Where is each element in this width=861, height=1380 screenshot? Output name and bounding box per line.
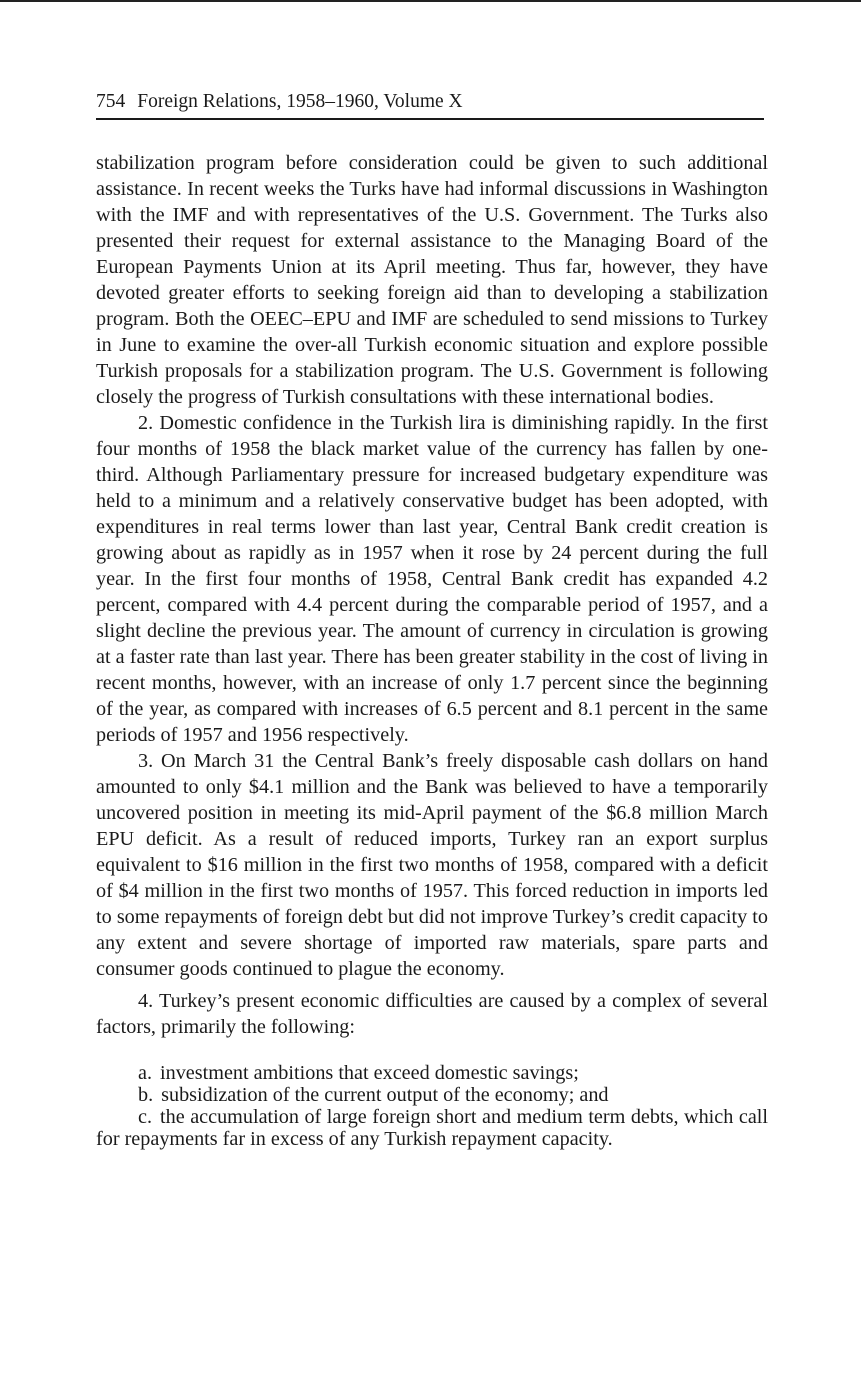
- list-item-text: subsidization of the current output of the economy; and: [161, 1084, 609, 1106]
- running-title: Foreign Relations, 1958–1960, Volume X: [137, 91, 463, 112]
- list-item: [96, 1106, 768, 1150]
- paragraph-continued: stabilization program before consideration could be given to such additional assistance. In recent weeks the Turks have had informal discussions in Washington with the IMF and with representatives of the U.S. Government. The Turks also presented their request for external assistance to the Managing Board of the European Payments Union at its April meeting. Thus far, however, they have devoted greater efforts to seeking foreign aid than to developing a stabilization program. Both the OEEC–EPU and IMF are scheduled to send missions to Turkey in June to examine the over-all Turkish economic situation and explore possible Turkish proposals for a stabilization program. The U.S. Government is following closely the progress of Turkish consultations with these international bodies.: [96, 152, 768, 408]
- list-item-label: b.: [138, 1084, 154, 1106]
- body-text: [96, 150, 768, 1150]
- page-top-edge: [0, 0, 861, 2]
- paragraph-3: 3. On March 31 the Central Bank’s freely disposable cash dollars on hand amounted to only $4.1 million and the Bank was believed to have a temporarily uncovered position in meeting its mid-April payment of the $6.8 million March EPU deficit. As a result of reduced imports, Turkey ran an export surplus equivalent to $16 million in the first two months of 1958, compared with a deficit of $4 million in the first two months of 1957. This forced reduction in imports led to some repayments of foreign debt but did not improve Turkey’s credit capacity to any extent and severe shortage of imported raw materials, spare parts and consumer goods continued to plague the economy.: [96, 750, 768, 980]
- list-item-label: a.: [138, 1062, 153, 1084]
- factor-list: [96, 1062, 768, 1150]
- list-item-text: the accumulation of large foreign short and medium term debts, which call for repayments far in excess of any Turkish repayment capacity.: [96, 1106, 768, 1150]
- list-item: [96, 1084, 768, 1106]
- page-number: 754: [96, 91, 126, 112]
- list-item-label: c.: [138, 1106, 153, 1128]
- paragraph-4: 4. Turkey’s present economic difficulties are caused by a complex of several factors, primarily the following:: [96, 990, 768, 1038]
- header-rule: [96, 118, 764, 120]
- paragraph-2: 2. Domestic confidence in the Turkish lira is diminishing rapidly. In the first four months of 1958 the black market value of the currency has fallen by one-third. Although Parliamentary pressure for increased budgetary expenditure was held to a minimum and a relatively conservative budget has been adopted, with expenditures in real terms lower than last year, Central Bank credit creation is growing about as rapidly as in 1957 when it rose by 24 percent during the full year. In the first four months of 1958, Central Bank credit has expanded 4.2 percent, compared with 4.4 percent during the comparable period of 1957, and a slight decline the previous year. The amount of currency in circulation is growing at a faster rate than last year. There has been greater stability in the cost of living in recent months, however, with an increase of only 1.7 percent since the beginning of the year, as compared with increases of 6.5 percent and 8.1 percent in the same periods of 1957 and 1956 respectively.: [96, 412, 768, 746]
- running-head: [96, 90, 764, 114]
- list-item-text: investment ambitions that exceed domestic savings;: [160, 1062, 579, 1084]
- list-item: [96, 1062, 768, 1084]
